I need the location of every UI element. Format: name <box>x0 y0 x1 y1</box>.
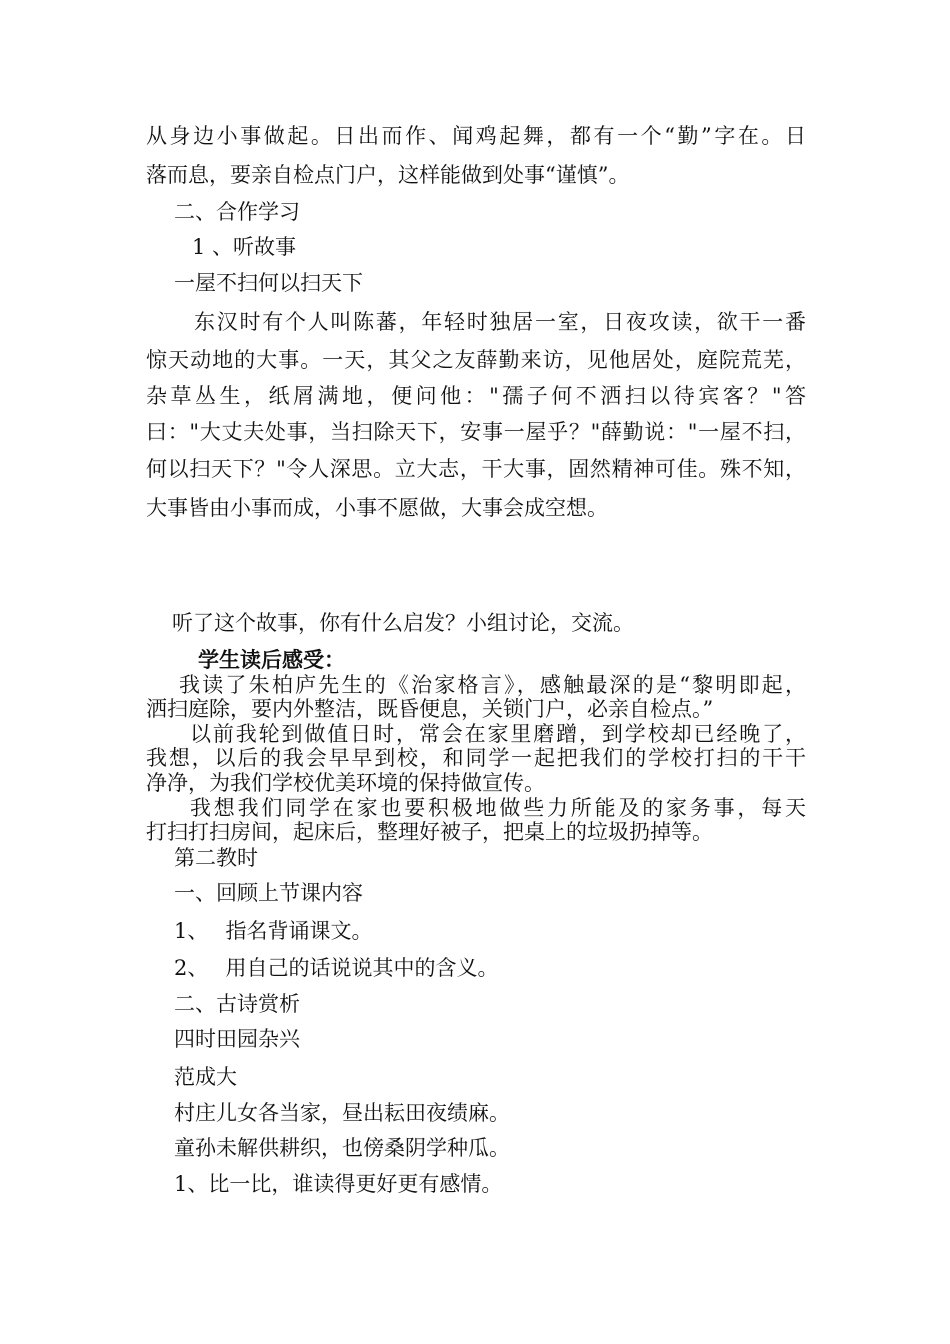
text-line: 何以扫天下？"令人深思。立大志，干大事，固然精神可佳。殊不知， <box>146 457 806 481</box>
text-line: 打扫打扫房间，起床后，整理好被子，把桌上的垃圾扔掉等。 <box>146 820 713 844</box>
section-heading: 一、回顾上节课内容 <box>174 881 363 905</box>
subsection-heading: 1 、听故事 <box>192 235 297 259</box>
text-line: 我想，以后的我会早早到校，和同学一起把我们的学校打扫的干干 <box>146 746 806 770</box>
poem-line: 童孙未解供耕织，也傍桑阴学种瓜。 <box>174 1136 510 1160</box>
text-line: 惊天动地的大事。一天，其父之友薛勤来访，见他居处，庭院荒芜， <box>146 348 806 372</box>
text-line: 以前我轮到做值日时，常会在家里磨蹭，到学校却已经晚了， <box>190 722 806 746</box>
text-line: 大事皆由小事而成，小事不愿做，大事会成空想。 <box>146 496 608 520</box>
text-line: 东汉时有个人叫陈蕃，年轻时独居一室，日夜攻读，欲干一番 <box>194 310 806 334</box>
discussion-prompt: 听了这个故事，你有什么启发？小组讨论，交流。 <box>172 611 634 635</box>
list-item: 2、 用自己的话说说其中的含义。 <box>174 956 499 980</box>
section-heading: 二、合作学习 <box>174 200 300 224</box>
reflection-heading: 学生读后感受： <box>198 647 345 672</box>
story-title: 一屋不扫何以扫天下 <box>174 271 363 295</box>
list-item: 1、比一比，谁读得更好更有感情。 <box>174 1172 503 1196</box>
text-line: 净净，为我们学校优美环境的保持做宣传。 <box>146 771 545 795</box>
text-line: 落而息，要亲自检点门户，这样能做到处事“谨慎”。 <box>146 163 630 187</box>
text-line: 从身边小事做起。日出而作、闻鸡起舞，都有一个“勤”字在。日 <box>146 124 806 148</box>
poem-line: 村庄儿女各当家，昼出耘田夜绩麻。 <box>174 1101 510 1125</box>
list-item: 1、 指名背诵课文。 <box>174 919 373 943</box>
poem-title: 四时田园杂兴 <box>174 1027 300 1051</box>
text-line: 杂草丛生，纸屑满地，便问他："孺子何不洒扫以待宾客？"答 <box>146 384 806 408</box>
lesson-heading: 第二教时 <box>174 846 258 870</box>
text-line: 我读了朱柏庐先生的《治家格言》，感触最深的是“黎明即起， <box>179 673 806 697</box>
text-line: 我想我们同学在家也要积极地做些力所能及的家务事，每天 <box>190 796 806 820</box>
text-line: 曰："大丈夫处事，当扫除天下，安事一屋乎？"薛勤说："一屋不扫， <box>146 420 806 444</box>
poem-author: 范成大 <box>174 1065 237 1089</box>
text-line: 洒扫庭除，要内外整洁，既昏便息，关锁门户，必亲自检点。” <box>146 697 714 721</box>
section-heading: 二、古诗赏析 <box>174 992 300 1016</box>
